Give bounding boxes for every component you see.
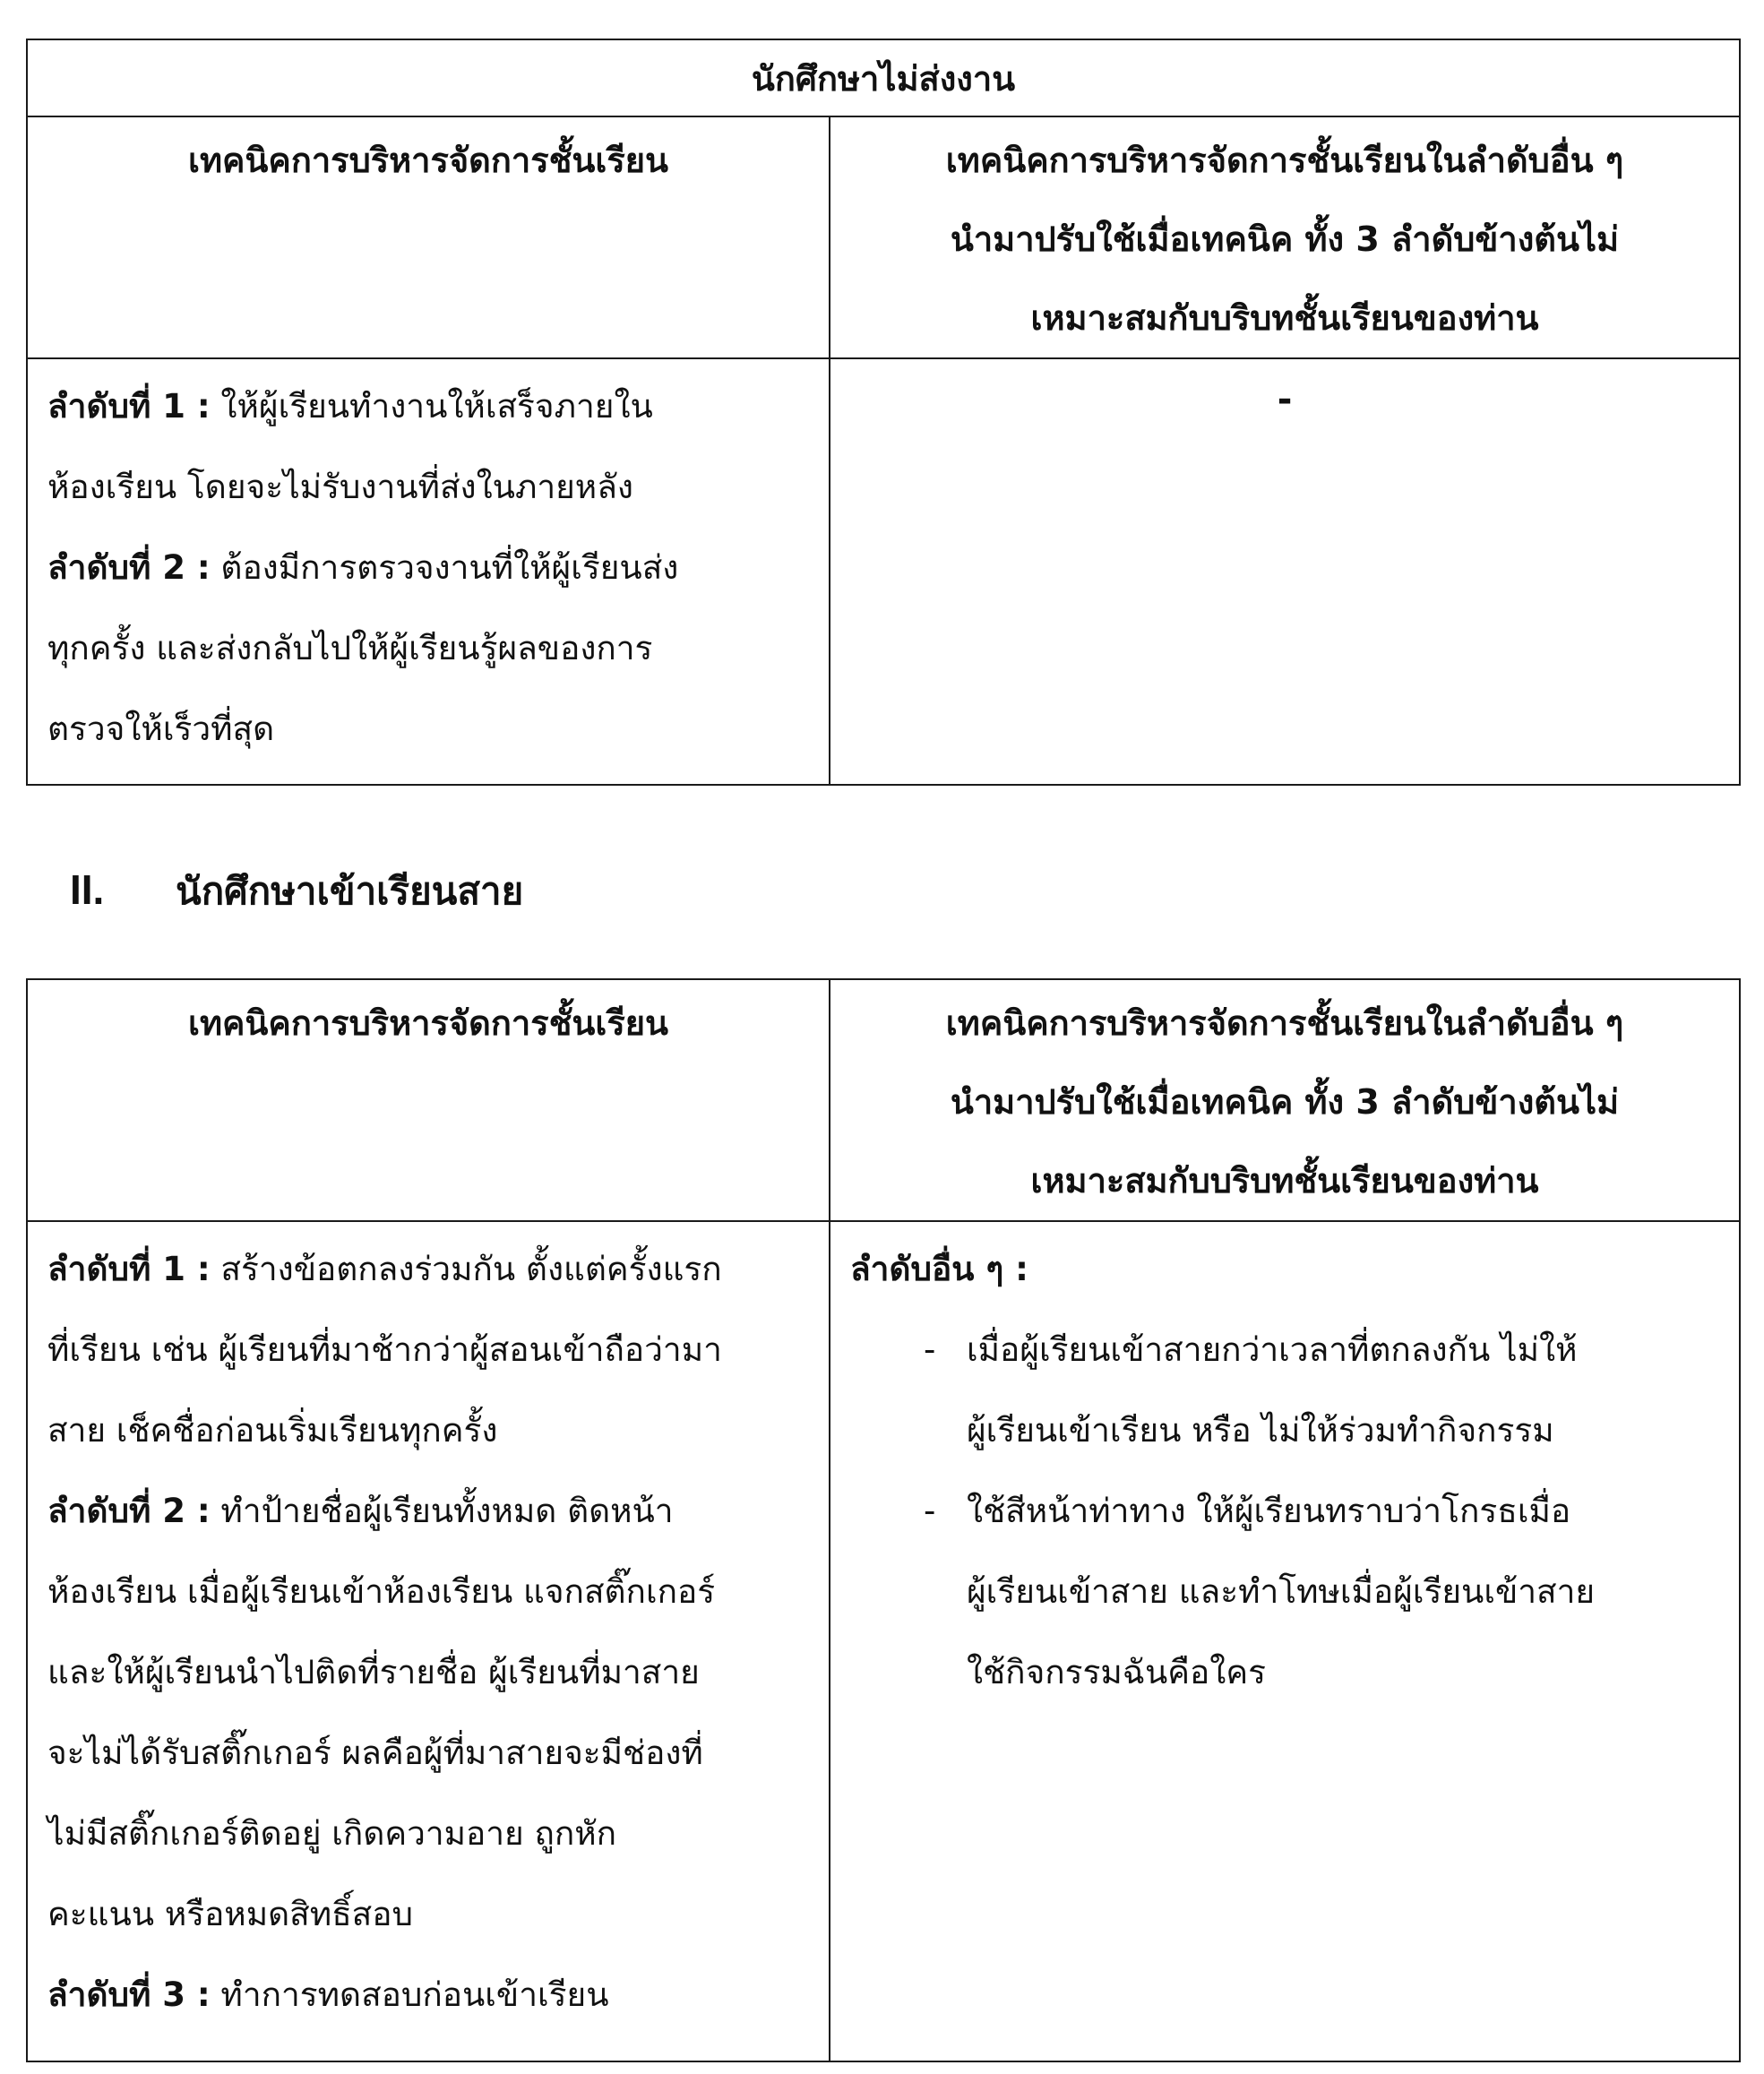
step-line — [47, 1552, 809, 1632]
step-text: ตรวจให้เร็วที่สุด — [47, 710, 275, 748]
header-right-line: เทคนิคการบริหารจัดการชั้นเรียนในลำดับอื่น ๆ — [945, 1003, 1624, 1043]
step-label: ลำดับที่ 1 : — [47, 387, 211, 426]
step-line — [47, 1471, 809, 1552]
header-right-line: นำมาปรับใช้เมื่อเทคนิค ทั้ง 3 ลำดับข้างต้นไม่ — [950, 219, 1620, 259]
bullet-line: ผู้เรียนเข้าสาย และทำโทษเมื่อผู้เรียนเข้าสาย — [967, 1572, 1596, 1611]
step-text: ทุกครั้ง และส่งกลับไปให้ผู้เรียนรู้ผลของการ — [47, 629, 653, 667]
list-item — [850, 1310, 1719, 1471]
step-line — [47, 1229, 809, 1310]
other-steps-list — [850, 1310, 1719, 1713]
step-text: ห้องเรียน โดยจะไม่รับงานที่ส่งในภายหลัง — [47, 468, 633, 506]
bullet-line: เมื่อผู้เรียนเข้าสายกว่าเวลาที่ตกลงกัน ไม่ให้ — [967, 1330, 1578, 1369]
step-text: ให้ผู้เรียนทำงานให้เสร็จภายใน — [210, 387, 653, 426]
bullet-line: ผู้เรียนเข้าเรียน หรือ ไม่ให้ร่วมทำกิจกรรม — [967, 1411, 1554, 1450]
step-line — [47, 608, 809, 689]
step-line — [47, 689, 809, 770]
step-line — [47, 1390, 809, 1471]
section-heading — [70, 858, 523, 921]
header-left — [27, 979, 830, 1221]
step-text: ไม่มีสติ๊กเกอร์ติดอยู่ เกิดความอาย ถูกหัก — [47, 1814, 617, 1853]
step-text: ที่เรียน เช่น ผู้เรียนที่มาช้ากว่าผู้สอนเข้าถือว่ามา — [47, 1330, 722, 1369]
bullet-dash: - — [924, 1492, 936, 1530]
other-steps-cell — [830, 358, 1740, 785]
step-text: สาย เช็คชื่อก่อนเริ่มเรียนทุกครั้ง — [47, 1411, 498, 1450]
step-line — [47, 366, 809, 447]
step-text: สร้างข้อตกลงร่วมกัน ตั้งแต่ครั้งแรก — [210, 1250, 722, 1288]
step-text: และให้ผู้เรียนนำไปติดที่รายชื่อ ผู้เรียนที่มาสาย — [47, 1653, 700, 1691]
step-line — [47, 528, 809, 608]
step-text: คะแนน หรือหมดสิทธิ์สอบ — [47, 1895, 413, 1933]
header-right-line: เทคนิคการบริหารจัดการชั้นเรียนในลำดับอื่น ๆ — [945, 141, 1624, 180]
header-right-line: เหมาะสมกับบริบทชั้นเรียนของท่าน — [1030, 1161, 1539, 1201]
table-title: นักศึกษาไม่ส่งงาน — [27, 39, 1740, 116]
other-steps-cell — [830, 1221, 1740, 2061]
step-line — [47, 1713, 809, 1794]
header-right — [830, 979, 1740, 1221]
steps-cell — [27, 358, 830, 785]
step-label: ลำดับที่ 2 : — [47, 1492, 211, 1530]
step-line — [47, 1794, 809, 1874]
step-text: ห้องเรียน เมื่อผู้เรียนเข้าห้องเรียน แจกสติ๊กเกอร์ — [47, 1572, 716, 1611]
step-line — [47, 1310, 809, 1390]
bullet-line: ใช้กิจกรรมฉันคือใคร — [967, 1653, 1266, 1691]
empty-dash: - — [1277, 379, 1293, 420]
step-line — [47, 1955, 809, 2035]
step-text: ทำป้ายชื่อผู้เรียนทั้งหมด ติดหน้า — [210, 1492, 674, 1530]
step-label: ลำดับที่ 2 : — [47, 548, 211, 587]
step-text: ทำการทดสอบก่อนเข้าเรียน — [210, 1975, 609, 2014]
table-late-attendance — [26, 978, 1741, 2062]
header-right — [830, 116, 1740, 358]
steps-cell — [27, 1221, 830, 2061]
list-item — [850, 1471, 1719, 1713]
bullet-dash: - — [924, 1330, 936, 1369]
step-label: ลำดับที่ 3 : — [47, 1975, 211, 2014]
step-text: จะไม่ได้รับสติ๊กเกอร์ ผลคือผู้ที่มาสายจะมีช่องที่ — [47, 1734, 703, 1772]
header-right-line: เหมาะสมกับบริบทชั้นเรียนของท่าน — [1030, 298, 1539, 338]
section-title: นักศึกษาเข้าเรียนสาย — [176, 869, 524, 913]
step-line — [47, 1874, 809, 1955]
step-line — [47, 447, 809, 528]
step-line — [47, 1632, 809, 1713]
header-left-text: เทคนิคการบริหารจัดการชั้นเรียน — [187, 141, 669, 180]
header-left-text: เทคนิคการบริหารจัดการชั้นเรียน — [187, 1003, 669, 1043]
bullet-line: ใช้สีหน้าท่าทาง ให้ผู้เรียนทราบว่าโกรธเมื่อ — [967, 1492, 1571, 1530]
header-left — [27, 116, 830, 358]
step-label: ลำดับที่ 1 : — [47, 1250, 211, 1288]
other-steps-title: ลำดับอื่น ๆ : — [850, 1250, 1028, 1288]
section-number: II. — [70, 866, 105, 913]
table-late-submission — [26, 39, 1741, 786]
header-right-line: นำมาปรับใช้เมื่อเทคนิค ทั้ง 3 ลำดับข้างต้นไม่ — [950, 1082, 1620, 1122]
step-text: ต้องมีการตรวจงานที่ให้ผู้เรียนส่ง — [210, 548, 679, 587]
